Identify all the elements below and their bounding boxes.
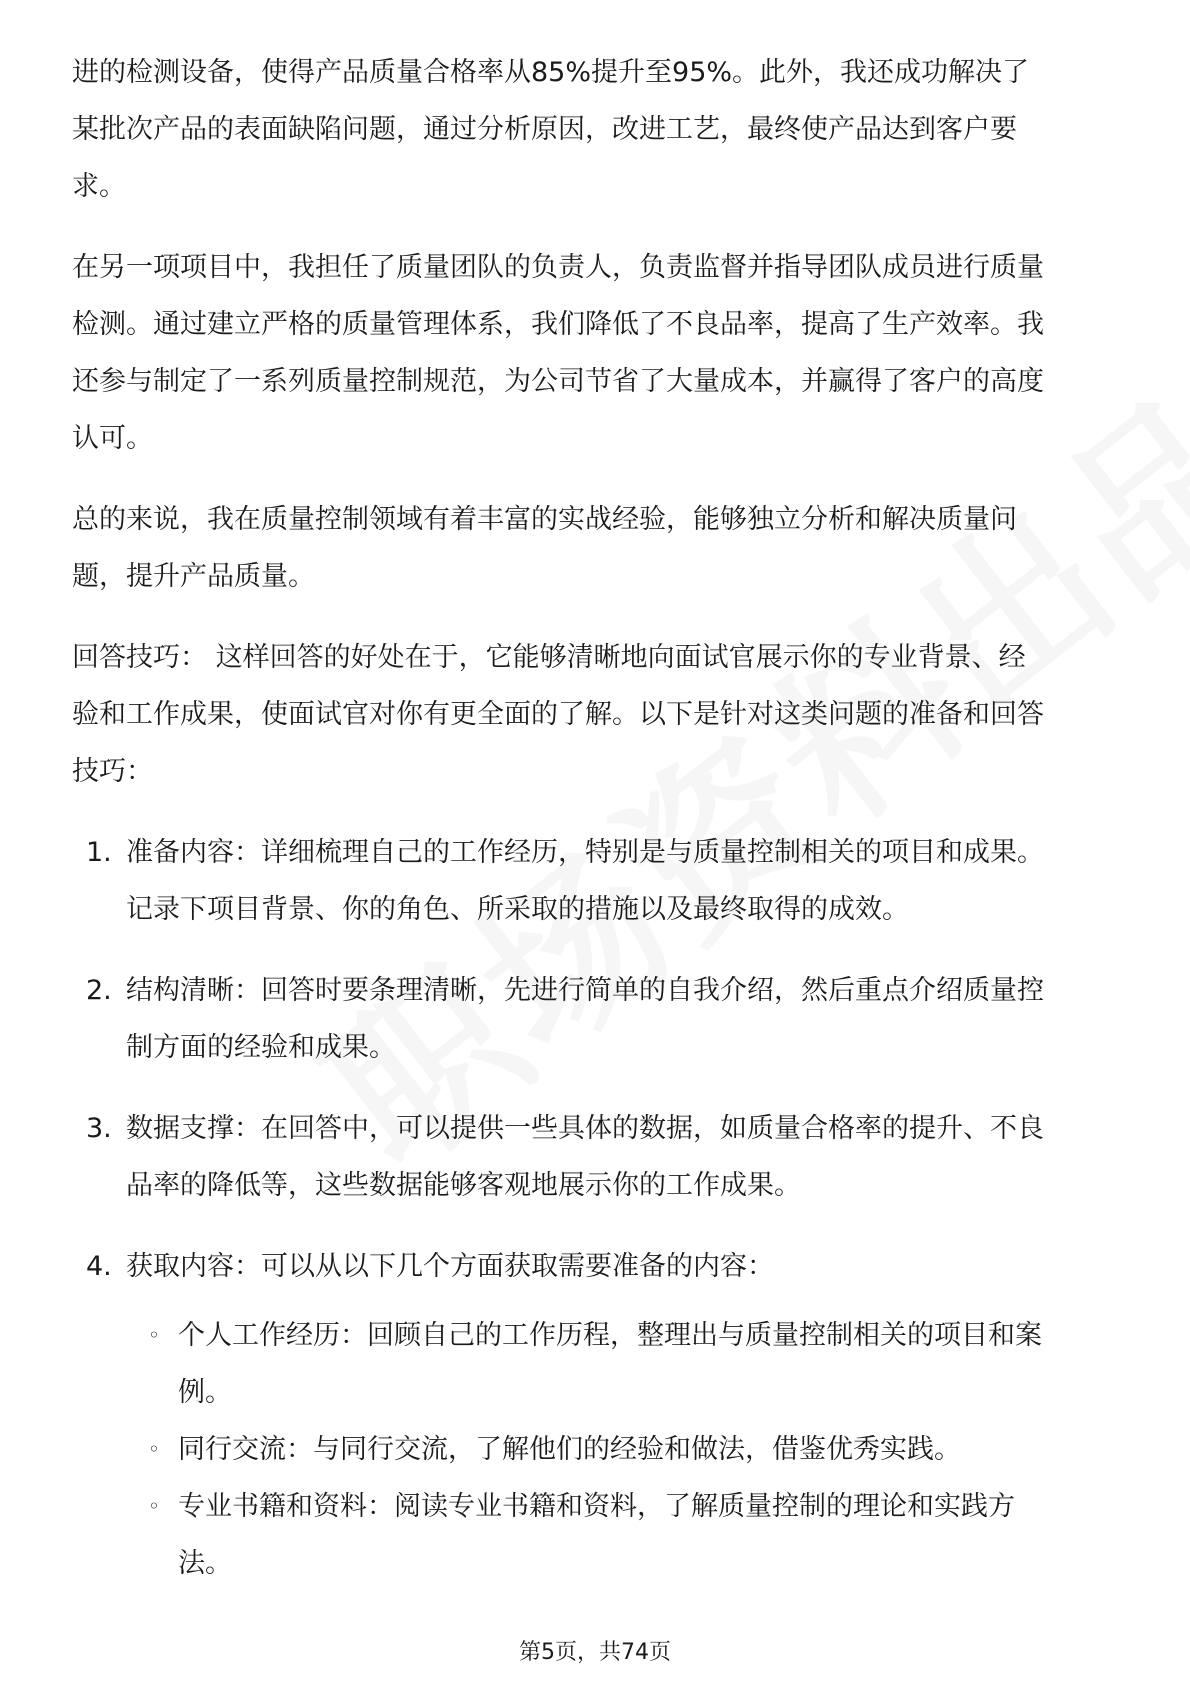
sublist-item <box>72 1307 1122 1421</box>
sublist-item-text: 专业书籍和资料：阅读专业书籍和资料，了解质量控制的理论和实践方法。 <box>178 1491 1015 1579</box>
sublist-item <box>72 1421 1122 1478</box>
list-item <box>72 962 1122 1076</box>
page-content <box>72 44 1122 1592</box>
list-number: 3. <box>86 1113 112 1144</box>
list-number: 4. <box>86 1251 112 1282</box>
list-item-text: 准备内容：详细梳理自己的工作经历，特别是与质量控制相关的项目和成果。记录下项目背景、你的角色、所采取的措施以及最终取得的成效。 <box>126 837 1044 925</box>
paragraph: 在另一项项目中，我担任了质量团队的负责人，负责监督并指导团队成员进行质量检测。通过建立严格的质量管理体系，我们降低了不良品率，提高了生产效率。我还参与制定了一系列质量控制规范，为公司节省了大量成本，并赢得了客户的高度认可。 <box>72 252 1044 454</box>
bullet-sublist <box>72 1307 1122 1592</box>
list-item <box>72 1238 1122 1295</box>
sublist-item-text: 个人工作经历：回顾自己的工作历程，整理出与质量控制相关的项目和案例。 <box>178 1320 1042 1408</box>
page-number-footer: 第5页，共74页 <box>519 1640 671 1665</box>
circle-bullet-icon: ◦ <box>148 1323 160 1347</box>
sublist-item <box>72 1478 1122 1592</box>
paragraph: 进的检测设备，使得产品质量合格率从85%提升至95%。此外，我还成功解决了某批次产品的表面缺陷问题，通过分析原因，改进工艺，最终使产品达到客户要求。 <box>72 57 1030 202</box>
sublist-item-text: 同行交流：与同行交流，了解他们的经验和做法，借鉴优秀实践。 <box>178 1434 961 1465</box>
list-item-text: 数据支撑：在回答中，可以提供一些具体的数据，如质量合格率的提升、不良品率的降低等，这些数据能够客观地展示你的工作成果。 <box>126 1113 1044 1201</box>
list-item-text: 获取内容：可以从以下几个方面获取需要准备的内容： <box>126 1251 774 1282</box>
list-item <box>72 824 1122 938</box>
list-item-text: 结构清晰：回答时要条理清晰，先进行简单的自我介绍，然后重点介绍质量控制方面的经验和成果。 <box>126 975 1044 1063</box>
numbered-list <box>72 824 1122 1295</box>
circle-bullet-icon: ◦ <box>148 1494 160 1518</box>
list-item <box>72 1100 1122 1214</box>
paragraph: 回答技巧： 这样回答的好处在于，它能够清晰地向面试官展示你的专业背景、经验和工作成果，使面试官对你有更全面的了解。以下是针对这类问题的准备和回答技巧： <box>72 642 1044 787</box>
circle-bullet-icon: ◦ <box>148 1437 160 1461</box>
list-number: 2. <box>86 975 112 1006</box>
paragraph: 总的来说，我在质量控制领域有着丰富的实战经验，能够独立分析和解决质量问题，提升产品质量。 <box>72 504 1017 592</box>
list-number: 1. <box>86 837 112 868</box>
